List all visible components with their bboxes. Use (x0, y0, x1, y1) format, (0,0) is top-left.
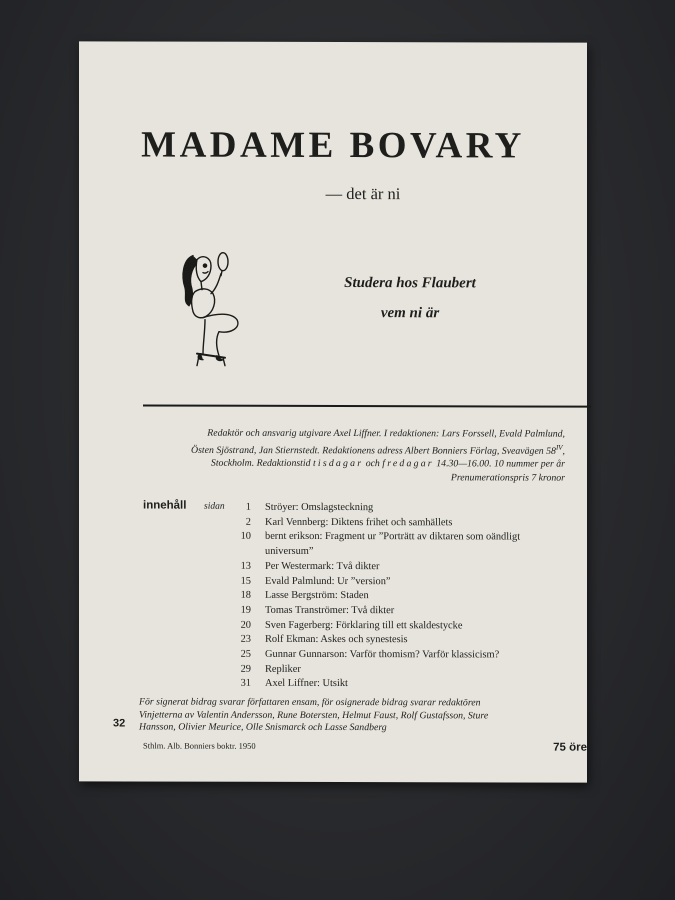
toc-entry-text: Ströyer: Omslagsteckning (265, 501, 374, 514)
toc-sidan-label: sidan (204, 501, 225, 512)
toc-entry (229, 560, 569, 576)
footer-note (139, 696, 571, 735)
toc-page-number: 23 (240, 634, 251, 646)
toc-entry-text: Karl Vennberg: Diktens frihet och samhällets (265, 516, 453, 529)
tagline-line-1: Studera hos Flaubert (344, 275, 476, 292)
toc-entry (229, 545, 569, 561)
toc-entry-text: Tomas Tranströmer: Två dikter (265, 604, 395, 617)
toc-entry-text: Axel Liffner: Utsikt (265, 678, 348, 690)
toc-entry-text: Lasse Bergström: Staden (265, 590, 369, 602)
toc-page-number: 2 (245, 516, 251, 528)
editorial-line: Redaktör och ansvarig utgivare Axel Liffner. I redaktionen: Lars Forssell, Evald Palmlund, (207, 427, 565, 440)
toc-entry-text: Evald Palmlund: Ur ”version” (265, 575, 391, 587)
toc-entry (229, 501, 569, 517)
page-subtitle: — det är ni (325, 183, 401, 204)
toc-entry (229, 574, 569, 590)
toc-page-number: 25 (240, 648, 251, 660)
toc-heading: innehåll (143, 499, 187, 512)
editorial-line: Östen Sjöstrand, Jan Stiernstedt. Redaktionens adress Albert Bonniers Förlag, Sveavägen $58^{IV}$, (191, 443, 565, 457)
editorial-info (115, 426, 565, 484)
toc-entry (229, 633, 569, 649)
toc-page-number: 29 (240, 663, 251, 675)
toc-page-number: 10 (240, 531, 251, 543)
toc-page-number: 31 (240, 678, 251, 690)
toc-page-number: 18 (240, 589, 251, 602)
footer-line: För signerat bidrag svarar författaren ensam, för osignerade bidrag svarar redaktören (139, 696, 481, 709)
toc-entry-text: Per Westermark: Två dikter (265, 560, 380, 572)
printer-credit: Sthlm. Alb. Bonniers boktr. 1950 (143, 740, 256, 751)
toc-entry (229, 648, 569, 664)
page-number: 32 (113, 717, 126, 730)
toc-entry-text: Rolf Ekman: Askes och synestesis (265, 634, 408, 646)
page-title: MADAME BOVARY (141, 124, 525, 167)
toc-page-number: 20 (240, 619, 251, 631)
toc-entry (229, 530, 569, 546)
toc-page-number: 19 (240, 604, 251, 616)
magazine-page (79, 41, 587, 782)
toc-entry (229, 515, 569, 531)
toc-page-number: 15 (240, 575, 251, 587)
toc-page-number: 1 (245, 501, 251, 513)
tagline-line-2: vem ni är (380, 305, 440, 322)
toc-entry-text: Gunnar Gunnarson: Varför thomism? Varför klassicism? (265, 648, 500, 661)
toc-entry (229, 618, 569, 634)
toc-entry (229, 604, 569, 620)
toc-entry (229, 589, 569, 605)
footer-line: Hansson, Olivier Meurice, Olle Snismarck och Lasse Sandberg (139, 721, 387, 734)
toc-entry (229, 677, 569, 693)
toc-entry (229, 662, 569, 678)
table-of-contents (229, 501, 569, 693)
toc-entry-text: Sven Fagerberg: Förklaring till ett skaldestycke (265, 619, 463, 631)
toc-page-number (229, 545, 265, 560)
editorial-line: Prenumerationspris 7 kronor (450, 472, 565, 484)
footer-line: Vinjetterna av Valentin Andersson, Rune Botersten, Helmut Faust, Rolf Gustafsson, Sture (139, 709, 489, 722)
horizontal-rule (143, 405, 591, 408)
toc-entry-text: universum” (265, 545, 314, 558)
price-label: 75 öre (553, 741, 587, 754)
woman-with-mirror-illustration-icon (175, 242, 247, 367)
toc-page-number: 13 (240, 560, 251, 572)
toc-entry-text: Repliker (265, 663, 301, 675)
editorial-line: Stockholm. Redaktionstid tisdagar och fredagar 14.30—16.00. 10 nummer per år (210, 457, 565, 470)
toc-entry-text: bernt erikson: Fragment ur ”Porträtt av diktaren som oändligt (265, 531, 521, 543)
